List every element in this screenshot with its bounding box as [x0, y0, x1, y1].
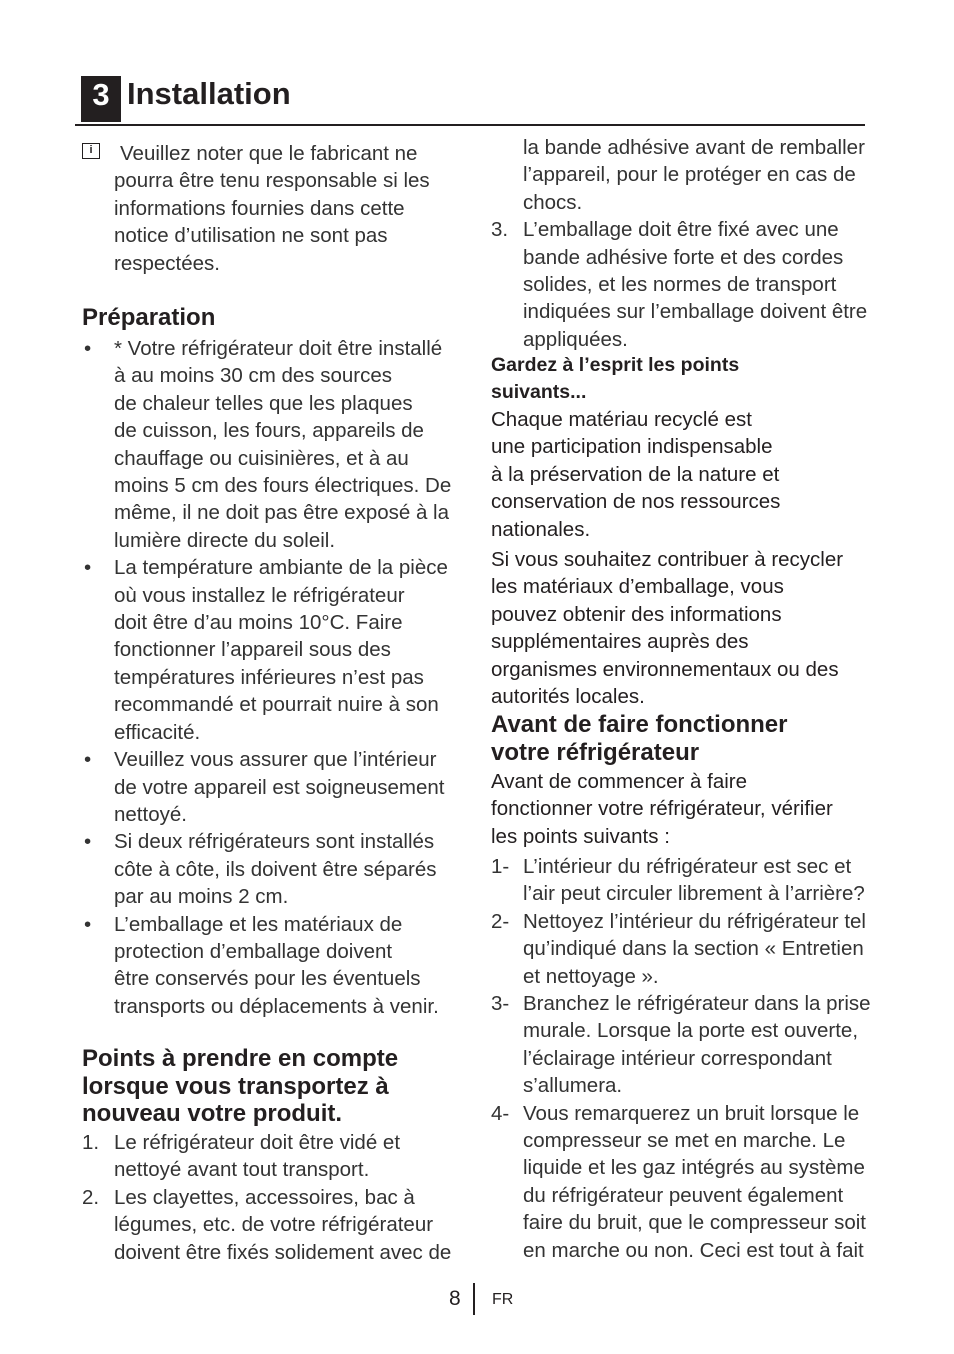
list-item [82, 554, 466, 746]
list-item-continuation [491, 134, 881, 216]
item-line: nettoyé. [114, 802, 187, 826]
item-line: lumière directe du soleil. [114, 528, 336, 552]
paragraph-line: pouvez obtenir des informations [491, 602, 782, 626]
item-line: en marche ou non. Ceci est tout à fait [523, 1238, 864, 1262]
list-item [82, 911, 466, 1021]
bullet-icon: • [84, 337, 92, 360]
item-line: fonctionner l’appareil sous des [114, 638, 391, 662]
note-block [82, 140, 466, 277]
item-line: efficacité. [114, 720, 201, 744]
heading-line: lorsque vous transportez à [82, 1072, 389, 1100]
note-line: pourra être tenu responsable si les [114, 169, 430, 193]
item-line: chauffage ou cuisinières, et à au [114, 446, 409, 470]
note-text [82, 140, 466, 277]
paragraph-line: Si vous souhaitez contribuer à recycler [491, 548, 844, 571]
info-icon: i [82, 143, 100, 159]
item-line: par au moins 2 cm. [114, 885, 289, 909]
before-use-intro [491, 768, 881, 850]
item-line: Nettoyez l’intérieur du réfrigérateur tel [523, 909, 866, 933]
paragraph-line: une participation indispensable [491, 435, 773, 459]
item-line: chocs. [523, 190, 583, 214]
item-line: murale. Lorsque la porte est ouverte, [523, 1019, 859, 1043]
item-line: faire du bruit, que le compresseur soit [523, 1211, 866, 1235]
item-line: bande adhésive forte et des cordes [523, 245, 844, 269]
item-line: indiquées sur l’emballage doivent être [523, 300, 868, 324]
item-line: L’emballage doit être fixé avec une [523, 218, 839, 242]
bullet-icon: • [84, 748, 92, 772]
item-line: Les clayettes, accessoires, bac à [114, 1185, 415, 1209]
heading-line: votre réfrigérateur [491, 738, 700, 766]
item-line: solides, et les normes de transport [523, 273, 837, 297]
item-line: la bande adhésive avant de remballer [523, 136, 865, 159]
list-item [82, 828, 466, 910]
bullet-icon: • [84, 556, 92, 580]
paragraph-line: Chaque matériau recyclé est [491, 408, 752, 431]
item-line: doivent être fixés solidement avec de [114, 1240, 452, 1264]
chapter-title: Installation [127, 76, 291, 111]
item-number: 1- [491, 855, 510, 878]
item-line: compresseur se met en marche. Le [523, 1129, 846, 1153]
paragraph-line: nationales. [491, 517, 591, 541]
item-number: 2- [491, 909, 510, 933]
item-line: doit être d’au moins 10°C. Faire [114, 611, 403, 635]
item-line: du réfrigérateur peuvent également [523, 1183, 844, 1207]
note-line: informations fournies dans cette [114, 196, 405, 220]
page-number: 8 [449, 1287, 461, 1310]
list-item [491, 853, 881, 908]
item-number: 2. [82, 1185, 100, 1209]
item-line: de votre appareil est soigneusement [114, 775, 445, 799]
item-line: où vous installez le réfrigérateur [114, 583, 405, 607]
list-item [82, 335, 466, 554]
paragraph-line: autorités locales. [491, 685, 645, 709]
transport-heading [82, 1045, 398, 1128]
item-line: recommandé et pourrait nuire à son [114, 693, 439, 717]
item-line: l’appareil, pour le protéger en cas de [523, 163, 856, 187]
list-item [491, 216, 881, 353]
item-number: 3. [491, 218, 509, 242]
list-item [491, 1100, 881, 1264]
before-use-heading [491, 711, 787, 766]
paragraph-line: fonctionner votre réfrigérateur, vérifier [491, 797, 833, 821]
chapter-header [75, 76, 865, 126]
bullet-icon: • [84, 912, 92, 936]
paragraph-line: les points suivants : [491, 824, 670, 848]
item-line: à au moins 30 cm des sources [114, 364, 393, 388]
note-line: notice d’utilisation ne sont pas [114, 224, 388, 248]
item-number: 4- [491, 1101, 510, 1125]
item-line: températures inférieures n’est pas [114, 665, 424, 689]
item-line: s’allumera. [523, 1074, 623, 1098]
paragraph-line: organismes environnementaux ou des [491, 657, 839, 681]
transport-list [82, 1129, 466, 1266]
item-line: moins 5 cm des fours électriques. De [114, 474, 452, 498]
list-item [82, 746, 466, 828]
item-line: liquide et les gaz intégrés au système [523, 1156, 865, 1180]
item-line: protection d’emballage doivent [114, 939, 393, 963]
paragraph-line: Avant de commencer à faire [491, 770, 747, 793]
item-line: l’air peut circuler librement à l’arrière? [523, 882, 865, 906]
item-line: L’intérieur du réfrigérateur est sec et [523, 855, 852, 878]
list-item [491, 990, 881, 1100]
item-line: Vous remarquerez un bruit lorsque le [523, 1101, 860, 1125]
item-line: Si deux réfrigérateurs sont installés [114, 830, 435, 854]
before-use-list [491, 853, 881, 1264]
item-line: Le réfrigérateur doit être vidé et [114, 1131, 401, 1154]
item-line: légumes, etc. de votre réfrigérateur [114, 1213, 434, 1237]
paragraph-line: supplémentaires auprès des [491, 630, 749, 654]
paragraph-line: à la préservation de la nature et [491, 462, 780, 486]
item-line: nettoyé avant tout transport. [114, 1158, 370, 1182]
paragraph-line: conservation de nos ressources [491, 490, 781, 514]
item-line: être conservés pour les éventuels [114, 967, 421, 991]
recycle-paragraph [491, 406, 881, 543]
heading-line: Gardez à l’esprit les points [491, 354, 740, 376]
item-line: transports ou déplacements à venir. [114, 994, 439, 1018]
list-item [82, 1129, 466, 1184]
recycle-contact-paragraph [491, 546, 881, 710]
heading-line: suivants... [491, 381, 587, 404]
item-line: La température ambiante de la pièce [114, 556, 448, 580]
item-line: * Votre réfrigérateur doit être installé [114, 337, 443, 360]
item-line: de cuisson, les fours, appareils de [114, 419, 424, 443]
preparation-heading: Préparation [82, 304, 216, 331]
item-line: qu’indiqué dans la section « Entretien [523, 937, 864, 961]
item-line: et nettoyage ». [523, 964, 659, 988]
item-line: Branchez le réfrigérateur dans la prise [523, 992, 871, 1016]
heading-line: nouveau votre produit. [82, 1100, 343, 1128]
item-line: l’éclairage intérieur correspondant [523, 1046, 832, 1070]
item-line: de chaleur telles que les plaques [114, 391, 413, 415]
chapter-number: 3 [81, 76, 121, 122]
heading-line: Points à prendre en compte [82, 1045, 399, 1072]
item-line: appliquées. [523, 327, 628, 351]
keep-in-mind-heading [491, 352, 739, 407]
preparation-list [82, 335, 466, 1020]
footer-divider [473, 1283, 475, 1315]
paragraph-line: les matériaux d’emballage, vous [491, 575, 784, 599]
item-line: côte à côte, ils doivent être séparés [114, 857, 437, 881]
bullet-icon: • [84, 830, 92, 854]
item-number: 3- [491, 992, 510, 1016]
item-line: L’emballage et les matériaux de [114, 912, 403, 936]
item-number: 1. [82, 1131, 100, 1154]
note-line: Veuillez noter que le fabricant ne [120, 142, 418, 165]
transport-continuation [491, 134, 881, 353]
item-line: même, il ne doit pas être exposé à la [114, 501, 450, 525]
list-item [82, 1184, 466, 1266]
note-line: respectées. [114, 251, 220, 275]
list-item [491, 908, 881, 990]
item-line: Veuillez vous assurer que l’intérieur [114, 748, 437, 772]
heading-line: Avant de faire fonctionner [491, 711, 788, 738]
language-code: FR [492, 1291, 514, 1308]
